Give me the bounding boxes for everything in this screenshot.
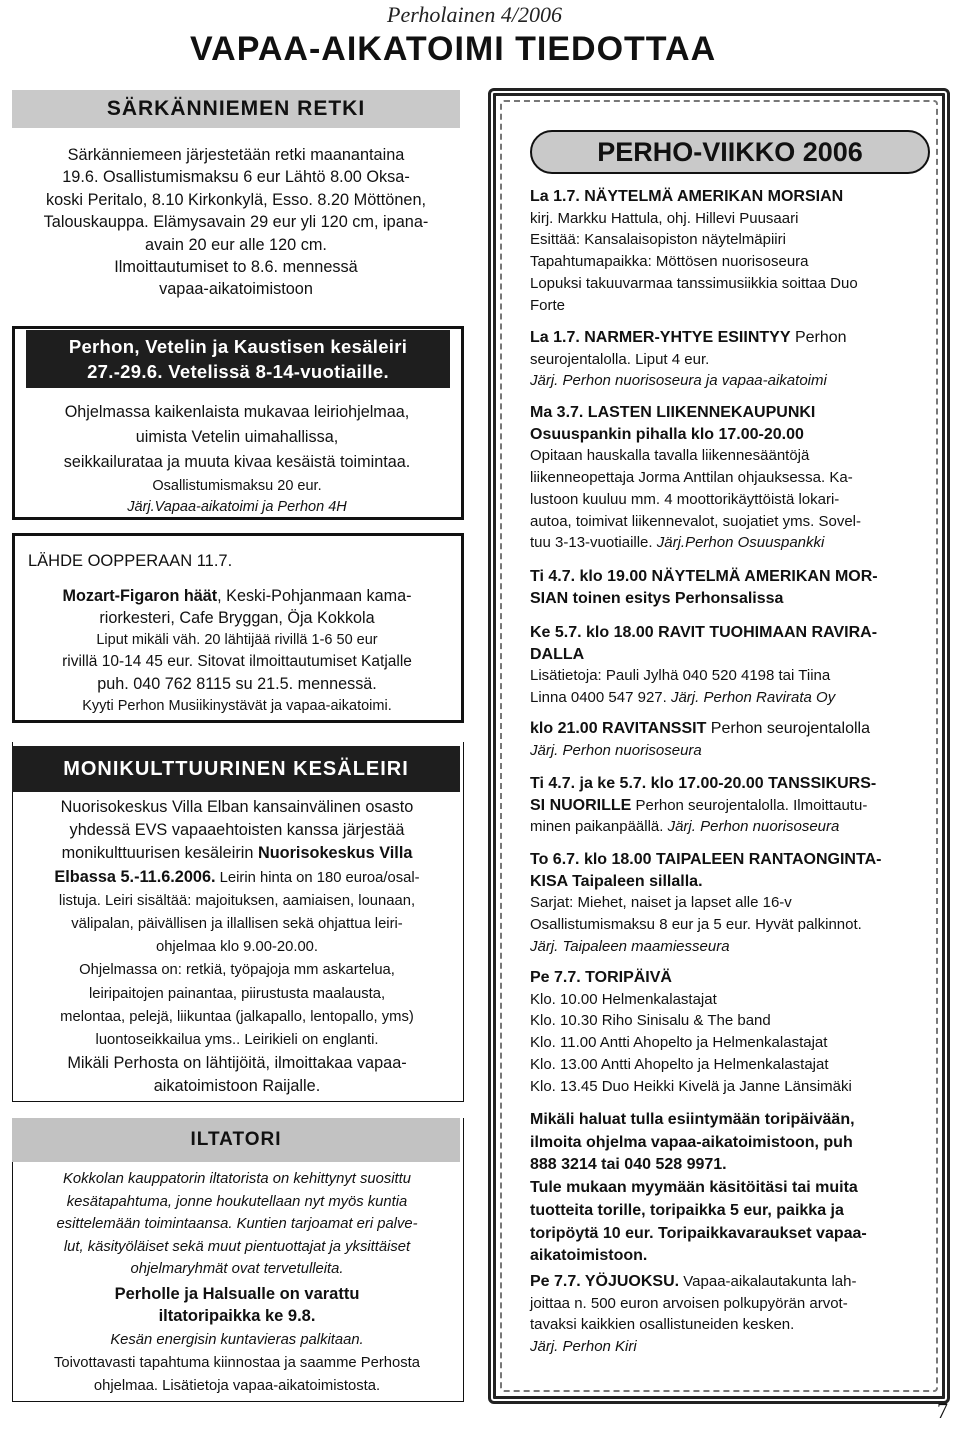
text-span: kirj. Markku Hattula, ohj. xyxy=(530,209,696,227)
text-line: lut, käsityöläiset sekä muut pientuottajat ja yksittäiset xyxy=(63,1238,411,1255)
event-title: KISA Taipaleen sillalla. xyxy=(530,872,703,890)
text-line: Osallistumismaksu 8 eur ja 5 eur. Hyvät palkinnot. xyxy=(530,916,862,934)
text-span: Järj.Perhon Osuuspankki xyxy=(656,534,825,552)
issue-label: Perholainen 4/2006 xyxy=(387,2,562,27)
text-line: Ohjelmassa kaikenlaista mukavaa leiriohjelmaa, xyxy=(64,403,410,421)
kesaleiri-text xyxy=(14,400,460,475)
text-line: Talouskauppa. Elämysavain 29 eur yli 120 cm, ipana- xyxy=(43,213,429,232)
text-line: Järj. Taipaleen maamiesseura xyxy=(530,937,730,955)
iltatori-prize: Kesän energisin kuntavieras palkitaan. xyxy=(110,1332,364,1348)
event-title: Pe 7.7. YÖJUOKSU. xyxy=(530,1273,680,1290)
text-line: aikatoimistoon Raijalle. xyxy=(153,1077,321,1096)
event-title: La 1.7. NARMER-YHTYE ESIINTYY xyxy=(530,329,791,346)
text-line: Perholle ja Halsualle on varattu xyxy=(114,1285,360,1303)
kesaleiri-heading xyxy=(26,330,450,388)
text-span: Perhon seurojentalolla. Ilmoittautu- xyxy=(631,796,868,814)
event-rantaongintakisa xyxy=(530,849,925,958)
opera-title-rest: , Keski-Pohjanmaan kama- xyxy=(217,587,412,605)
text-line: Opitaan hauskalla tavalla liikennesääntöjä xyxy=(530,447,810,465)
text-line: Järj. Perhon nuorisoseura ja vapaa-aikatoimi xyxy=(530,372,827,390)
event-title: To 6.7. klo 18.00 TAIPALEEN RANTAONGINTA- xyxy=(530,851,882,868)
text-span: tuu 3-13-vuotiaille. xyxy=(530,534,657,552)
text-line: liikenneopettaja Jorma Anttilan ohjauksessa. Ka- xyxy=(530,469,853,487)
kesaleiri-heading-line: 27.-29.6. Vetelissä 8-14-vuotiaille. xyxy=(87,361,389,382)
schedule-item: Klo. 10.00 Helmenkalastajat xyxy=(530,990,717,1008)
text-span: monikulttuurisen kesäleirin xyxy=(61,844,258,863)
event-yojuoksu xyxy=(530,1271,925,1358)
event-ravitanssit xyxy=(530,718,925,761)
text-line: melontaa, pelejä, liikuntaa (jalkapallo, lentopallo, yms) xyxy=(60,1008,414,1025)
text-bold: Nuorisokeskus Villa xyxy=(257,844,413,863)
text-line xyxy=(14,842,460,865)
monikult-heading: MONIKULTTUURINEN KESÄLEIRI xyxy=(12,746,460,792)
iltatori-heading: ILTATORI xyxy=(12,1118,460,1162)
text-line: Forte xyxy=(530,296,566,314)
text-line: Mikäli Perhosta on lähtijöitä, ilmoittakaa vapaa- xyxy=(67,1054,407,1073)
text-span: Perhon xyxy=(790,329,847,346)
text-line: koski Peritalo, 8.10 Kirkonkylä, Esso. 8.20 Möttönen, xyxy=(45,190,427,209)
event-title: klo 21.00 RAVITANSSIT xyxy=(530,720,707,737)
text-line: yhdessä EVS vapaaehtoisten kanssa järjestää xyxy=(69,821,405,840)
event-title: DALLA xyxy=(530,645,585,663)
text-bold: Elbassa 5.-11.6.2006. xyxy=(54,867,216,886)
text-line: ilmoita ohjelma vapaa-aikatoimistoon, puh xyxy=(530,1133,853,1151)
text-line: listuja. Leiri sisältää: majoituksen, aamiaisen, lounaan, xyxy=(58,892,416,909)
text-span: Järj. Perhon Ravirata Oy xyxy=(670,689,836,707)
text-line: leiripaitojen painantaa, piirustusta maalausta, xyxy=(88,985,386,1002)
text-line: avain 20 eur alle 120 cm. xyxy=(145,235,327,254)
text-line: uimista Vetelin uimahallissa, xyxy=(135,428,339,446)
text-line: Sarjat: Miehet, naiset ja lapset alle 16-v xyxy=(530,894,792,912)
text-line xyxy=(14,866,460,890)
text-span: Hillevi Puusaari xyxy=(695,209,799,227)
perho-viikko-heading: PERHO-VIIKKO 2006 xyxy=(530,130,930,174)
text-line: Ti 4.7. klo 19.00 NÄYTELMÄ AMERIKAN MOR- xyxy=(530,568,878,585)
sarkanniemi-heading: SÄRKÄNNIEMEN RETKI xyxy=(12,90,460,128)
event-narmer xyxy=(530,327,925,392)
text-line: luontoseikkailua yms.. Leirikieli on englanti. xyxy=(95,1032,379,1049)
text-span: Perhon seurojentalolla xyxy=(706,720,871,737)
text-line: esittelemään toimintaansa. Kuntien tarjoamat eri palve- xyxy=(56,1216,418,1233)
iltatori-highlight xyxy=(14,1283,460,1327)
schedule-item: Klo. 11.00 Antti Ahopelto ja Helmenkalastajat xyxy=(530,1034,828,1052)
opera-line: riorkesteri, Cafe Bryggan, Öja Kokkola xyxy=(99,609,375,627)
text-line: Mikäli haluat tulla esiintymään toripäivään, xyxy=(530,1111,855,1128)
text-line: seikkailurataa ja muuta kivaa kesäistä toimintaa. xyxy=(63,453,411,471)
text-line: iltatoripaikka ke 9.8. xyxy=(158,1307,316,1325)
text-line: tavaksi kaikkien osallistuneiden kesken. xyxy=(530,1316,795,1334)
text-line: Toivottavasti tapahtuma kiinnostaa ja saamme Perhosta xyxy=(53,1355,420,1371)
text-line: lustoon kuuluu mm. 4 moottorikäyttöistä lokari- xyxy=(530,490,840,508)
text-line: Esittää: Kansalaisopiston näytelmäpiiri xyxy=(530,231,786,249)
text-span: minen paikanpäällä. xyxy=(530,818,668,836)
opera-line: puh. 040 762 8115 su 21.5. mennessä. xyxy=(97,675,377,693)
event-title: Ti 4.7. ja ke 5.7. klo 17.00-20.00 TANSSIKURS- xyxy=(530,775,877,792)
text-line: Tule mukaan myymään käsitöitäsi tai muita xyxy=(530,1179,858,1197)
text-line: Tapahtumapaikka: Möttösen nuorisoseura xyxy=(530,253,809,271)
text-line: Kokkolan kauppatorin iltatorista on kehittynyt suosittu xyxy=(63,1171,411,1187)
text-line: Lisätietoja: Pauli Jylhä 040 520 4198 tai Tiina xyxy=(530,667,831,685)
event-title: Ke 5.7. klo 18.00 RAVIT TUOHIMAAN RAVIRA- xyxy=(530,624,878,641)
event-naytelma-ti xyxy=(530,566,925,609)
schedule-item: Klo. 10.30 Riho Sinisalu & The band xyxy=(530,1012,771,1030)
opera-title: Mozart-Figaron häät xyxy=(62,587,218,605)
opera-line: Liput mikäli väh. 20 lähtijää rivillä 1-6 50 eur xyxy=(96,632,378,648)
schedule-item: Klo. 13.45 Duo Heikki Kivelä ja Janne Länsimäki xyxy=(530,1077,852,1095)
text-line: vapaa-aikatoimistoon xyxy=(159,280,313,299)
event-ravit xyxy=(530,622,925,709)
kesaleiri-organizer: Järj.Vapaa-aikatoimi ja Perhon 4H xyxy=(127,499,347,515)
opera-line: Kyyti Perhon Musiikinystävät ja vapaa-aikatoimi. xyxy=(82,698,392,714)
text-line: Järj. Perhon Kiri xyxy=(530,1338,637,1356)
text-line: Järj. Perhon nuorisoseura xyxy=(530,741,702,759)
page-number: 7 xyxy=(937,1398,948,1423)
text-line: SIAN toinen esitys Perhonsalissa xyxy=(530,589,784,607)
toripaiva-info xyxy=(530,1109,925,1268)
opera-text xyxy=(14,585,460,717)
text-line: ohjelmaryhmät ovat tervetulleita. xyxy=(130,1261,344,1278)
iltatori-intro xyxy=(14,1168,460,1281)
text-line: ohjelmaa klo 9.00-20.00. xyxy=(155,939,319,956)
text-line: joittaa n. 500 euron arvoisen polkupyörän arvot- xyxy=(530,1294,848,1312)
event-title: Pe 7.7. TORIPÄIVÄ xyxy=(530,969,672,986)
kesaleiri-fee: Osallistumismaksu 20 eur. xyxy=(152,478,322,494)
event-toripaiva xyxy=(530,967,925,1097)
event-title: SI NUORILLE xyxy=(530,796,632,814)
text-line: välipalan, päivällisen ja illallisen sekä ohjattua leiri- xyxy=(71,916,403,933)
event-title: Ma 3.7. LASTEN LIIKENNEKAUPUNKI xyxy=(530,404,816,421)
event-liikennekaupunki xyxy=(530,402,925,554)
text-line: aikatoimistoon. xyxy=(530,1247,648,1265)
event-subtitle: Osuuspankin pihalla klo 17.00-20.00 xyxy=(530,425,804,443)
text-line: Ohjelmassa on: retkiä, työpajoja mm askartelua, xyxy=(79,962,395,979)
text-span: Leirin hinta on 180 euroa/osal- xyxy=(215,869,420,886)
text-line: 19.6. Osallistumismaksu 6 eur Lähtö 8.00 Oksa- xyxy=(62,168,410,187)
text-span: Vapaa-aikalautakunta lah- xyxy=(679,1273,857,1290)
text-line: Nuorisokeskus Villa Elban kansainvälinen osasto xyxy=(60,798,414,816)
monikult-text xyxy=(14,796,460,1099)
text-line: 888 3214 tai 040 528 9971. xyxy=(530,1156,727,1174)
text-line: Lopuksi takuuvarmaa tanssimusiikkia soittaa Duo xyxy=(530,274,858,292)
opera-heading: LÄHDE OOPPERAAN 11.7. xyxy=(28,552,233,570)
opera-line: rivillä 10-14 45 eur. Sitovat ilmoittautumiset Katjalle xyxy=(62,653,412,670)
kesaleiri-heading-line: Perhon, Vetelin ja Kaustisen kesäleiri xyxy=(68,336,408,357)
event-title: La 1.7. NÄYTELMÄ AMERIKAN MORSIAN xyxy=(530,188,844,205)
iltatori-outro xyxy=(14,1352,460,1398)
page-title: VAPAA-AIKATOIMI TIEDOTTAA xyxy=(190,30,717,68)
text-line: autoa, toimivat liikennevalot, suojatiet yms. Sovel- xyxy=(530,512,861,530)
text-line: kesätapahtuma, jonne houkutellaan nyt myös kuntia xyxy=(66,1193,408,1210)
text-line: toripöytä 10 eur. Toripaikkavaraukset vapaa- xyxy=(530,1224,867,1242)
sarkanniemi-text xyxy=(12,144,460,301)
text-line: ohjelmaa. Lisätietoja vapaa-aikatoimistosta. xyxy=(93,1378,381,1394)
text-line: tuotteita torille, toripaikka 5 eur, paikka ja xyxy=(530,1201,844,1219)
event-tanssikurssi xyxy=(530,773,925,838)
text-span: Linna 0400 547 927. xyxy=(530,689,671,707)
text-line: seurojentalolla. Liput 4 eur. xyxy=(530,350,710,368)
opera-line xyxy=(14,585,460,607)
schedule-item: Klo. 13.00 Antti Ahopelto ja Helmenkalastajat xyxy=(530,1055,829,1073)
text-span: Järj. Perhon nuorisoseura xyxy=(667,818,840,836)
text-line: Ilmoittautumiset to 8.6. mennessä xyxy=(114,258,358,277)
event-la-1-7-naytelma xyxy=(530,186,925,316)
text-line: Särkänniemeen järjestetään retki maanantaina xyxy=(67,146,405,164)
